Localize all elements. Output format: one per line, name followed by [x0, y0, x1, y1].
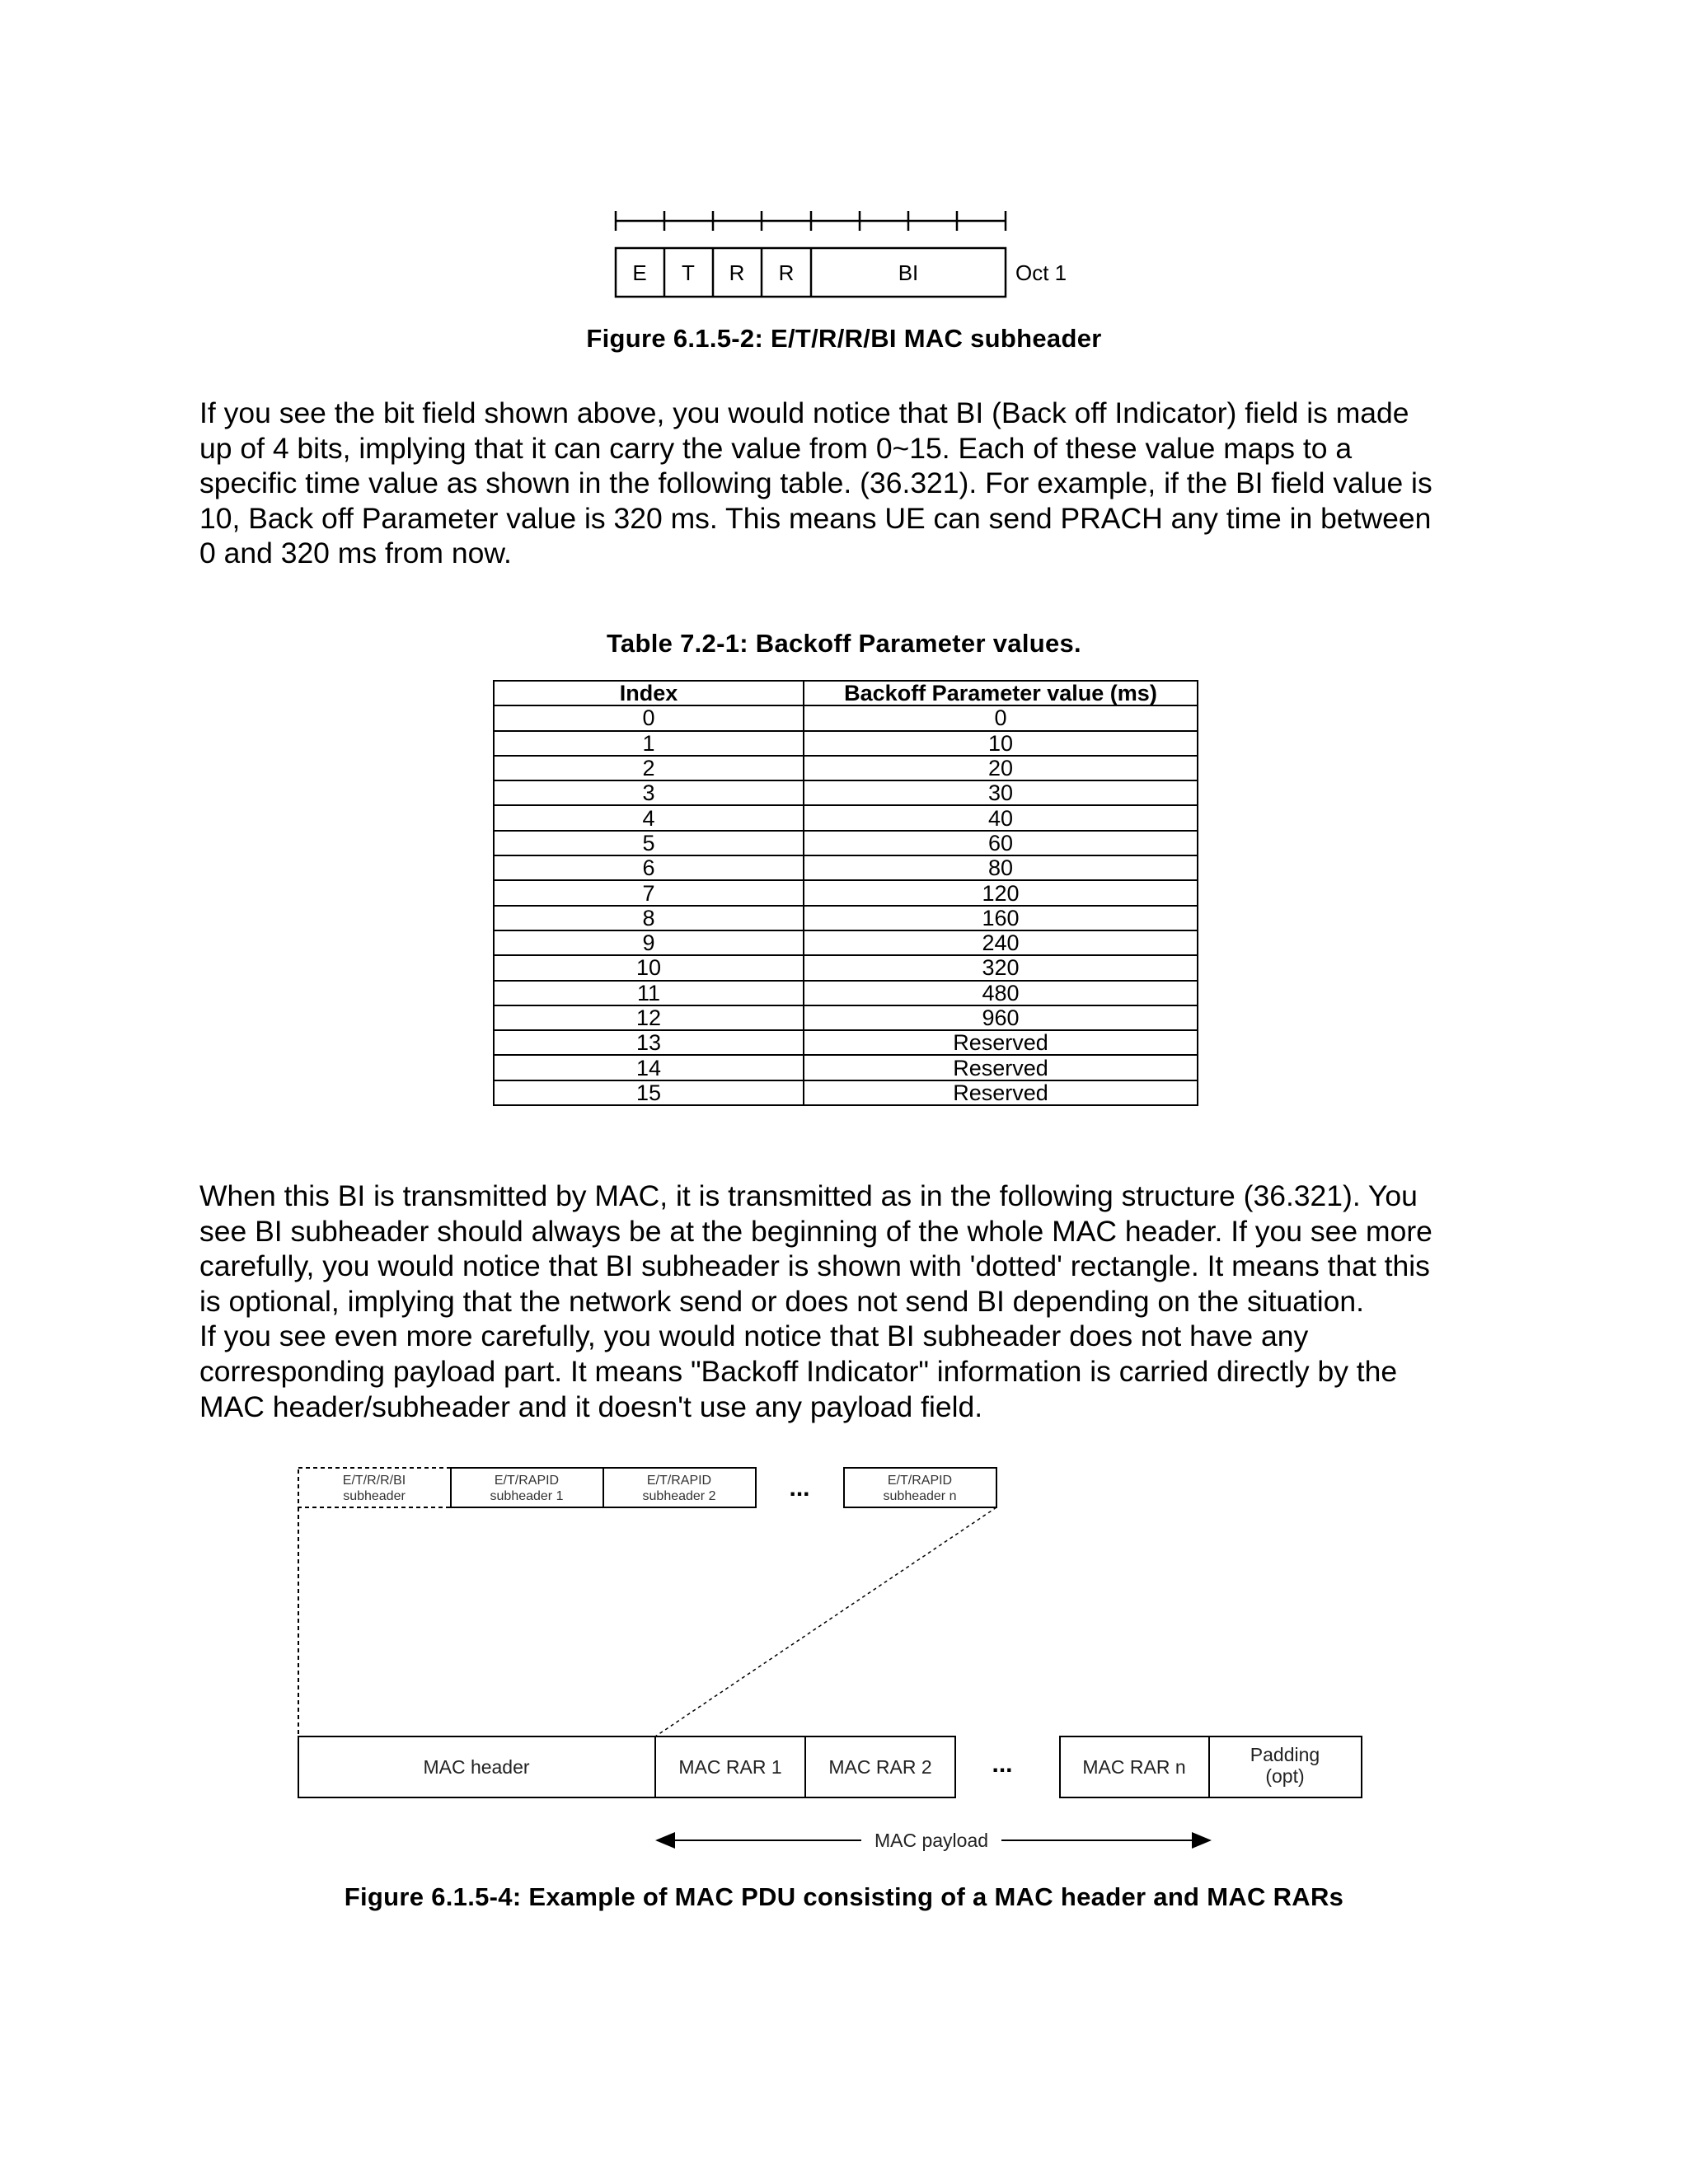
index-cell: 5 [494, 831, 804, 855]
column-header-index: Index [494, 681, 804, 705]
value-cell: Reserved [804, 1080, 1198, 1105]
paragraph-line: MAC header/subheader and it doesn't use any payload field. [199, 1390, 983, 1423]
padding-label: Padding [1250, 1744, 1320, 1765]
table-row [494, 1080, 1198, 1105]
index-cell: 0 [494, 705, 804, 730]
figure-1-caption: Figure 6.1.5-2: E/T/R/R/BI MAC subheader [586, 324, 1102, 353]
paragraph-line: If you see even more carefully, you would notice that BI subheader does not have any [199, 1319, 1309, 1353]
index-cell: 6 [494, 855, 804, 880]
index-cell: 11 [494, 981, 804, 1005]
mac-header-label: MAC header [423, 1756, 530, 1778]
value-cell: Reserved [804, 1055, 1198, 1080]
paragraph-line: specific time value as shown in the following table. (36.321). For example, if the BI field value is [199, 466, 1432, 500]
table-row [494, 805, 1198, 830]
payload-label: MAC payload [874, 1830, 989, 1851]
table-row [494, 930, 1198, 955]
table-row [494, 1055, 1198, 1080]
index-cell: 4 [494, 805, 804, 830]
table-header-row [494, 681, 1198, 705]
value-cell: 20 [804, 756, 1198, 780]
value-cell: 960 [804, 1005, 1198, 1030]
index-cell: 14 [494, 1055, 804, 1080]
oct-label: Oct 1 [1015, 260, 1067, 285]
table-row [494, 880, 1198, 905]
paragraph-1 [199, 396, 1518, 571]
subheader-label: subheader 1 [490, 1489, 564, 1503]
paragraph-line: up of 4 bits, implying that it can carry the value from 0~15. Each of these value maps to a [199, 431, 1353, 465]
paragraph-line: is optional, implying that the network send or does not send BI depending on the situation. [199, 1284, 1365, 1318]
mac-rar-2-label: MAC RAR 2 [828, 1756, 932, 1778]
table-row [494, 756, 1198, 780]
table-row [494, 731, 1198, 756]
paragraph-line: When this BI is transmitted by MAC, it is transmitted as in the following structure (36.321). You [199, 1179, 1418, 1212]
value-cell: 480 [804, 981, 1198, 1005]
value-cell: 60 [804, 831, 1198, 855]
table-title: Table 7.2-1: Backoff Parameter values. [607, 629, 1081, 658]
subheader-label: E/T/R/R/BI [342, 1474, 406, 1488]
paragraph-line: corresponding payload part. It means "Backoff Indicator" information is carried directly by the [199, 1354, 1398, 1388]
table-row [494, 906, 1198, 930]
octet-box [616, 248, 1006, 297]
table-row [494, 981, 1198, 1005]
paragraph-line: If you see the bit field shown above, you would notice that BI (Back off Indicator) field is made [199, 396, 1409, 429]
field-bi: BI [898, 260, 919, 285]
backoff-table [493, 680, 1198, 1106]
value-cell: 10 [804, 731, 1198, 756]
value-cell: 80 [804, 855, 1198, 880]
value-cell: 160 [804, 906, 1198, 930]
value-cell: Reserved [804, 1030, 1198, 1055]
table-row [494, 955, 1198, 980]
subheader-label: subheader 2 [642, 1489, 716, 1503]
table-row [494, 831, 1198, 855]
subheader-label: E/T/RAPID [494, 1474, 560, 1488]
paragraph-2 [199, 1179, 1518, 1424]
table-row [494, 780, 1198, 805]
index-cell: 2 [494, 756, 804, 780]
mac-pdu-diagram [0, 1451, 1688, 1863]
index-cell: 12 [494, 1005, 804, 1030]
index-cell: 10 [494, 955, 804, 980]
figure-2-caption: Figure 6.1.5-4: Example of MAC PDU consisting of a MAC header and MAC RARs [344, 1882, 1344, 1911]
index-cell: 3 [494, 780, 804, 805]
subheader-ellipsis: ... [789, 1474, 810, 1502]
subheader-label: E/T/RAPID [887, 1474, 953, 1488]
field-e: E [632, 260, 647, 285]
index-cell: 15 [494, 1080, 804, 1105]
field-t: T [682, 260, 695, 285]
index-cell: 1 [494, 731, 804, 756]
subheader-label: subheader [343, 1489, 406, 1503]
index-cell: 7 [494, 880, 804, 905]
mac-rar-n-label: MAC RAR n [1082, 1756, 1186, 1778]
rar-ellipsis: ... [992, 1750, 1013, 1778]
index-cell: 8 [494, 906, 804, 930]
value-cell: 120 [804, 880, 1198, 905]
value-cell: 240 [804, 930, 1198, 955]
field-r1: R [729, 260, 745, 285]
table-row [494, 1005, 1198, 1030]
padding-opt-label: (opt) [1265, 1765, 1305, 1787]
paragraph-line: 0 and 320 ms from now. [199, 537, 512, 570]
value-cell: 320 [804, 955, 1198, 980]
field-r2: R [778, 260, 795, 285]
table-row [494, 705, 1198, 730]
mac-rar-1-label: MAC RAR 1 [678, 1756, 782, 1778]
index-cell: 13 [494, 1030, 804, 1055]
value-cell: 40 [804, 805, 1198, 830]
column-header-backoff: Backoff Parameter value (ms) [804, 681, 1198, 705]
table-row [494, 1030, 1198, 1055]
subheader-label: E/T/RAPID [646, 1474, 712, 1488]
bit-field-diagram [0, 0, 1688, 313]
subheader-label: subheader n [883, 1489, 957, 1503]
value-cell: 0 [804, 705, 1198, 730]
table-row [494, 855, 1198, 880]
connector-diagonal [655, 1507, 996, 1736]
paragraph-line: carefully, you would notice that BI subheader is shown with 'dotted' rectangle. It means that this [199, 1249, 1430, 1283]
index-cell: 9 [494, 930, 804, 955]
value-cell: 30 [804, 780, 1198, 805]
paragraph-line: 10, Back off Parameter value is 320 ms. This means UE can send PRACH any time in between [199, 501, 1432, 535]
paragraph-line: see BI subheader should always be at the beginning of the whole MAC header. If you see more [199, 1214, 1432, 1248]
bit-ruler [615, 211, 1006, 231]
